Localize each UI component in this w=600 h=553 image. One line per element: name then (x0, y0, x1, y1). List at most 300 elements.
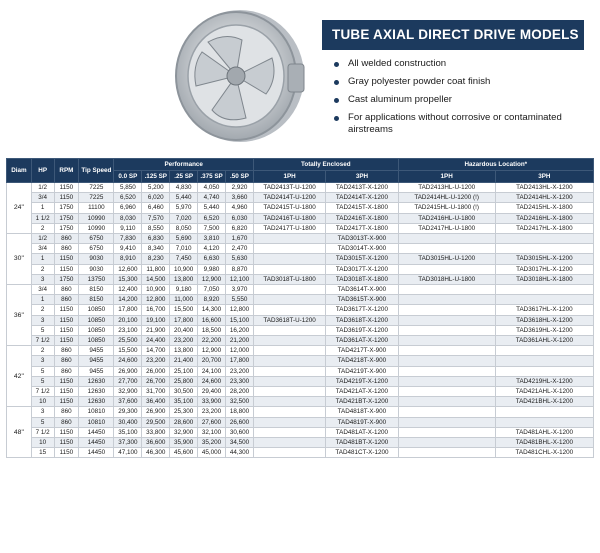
table-cell: 10,900 (142, 285, 170, 295)
table-cell: TAD481CHL-X-1200 (495, 448, 593, 458)
table-cell: 3,660 (226, 193, 254, 203)
table-cell: TAD421BT-X-1200 (326, 397, 398, 407)
table-cell: 31,700 (142, 387, 170, 397)
table-cell (398, 438, 495, 448)
table-cell: TAD4819T-X-900 (326, 417, 398, 427)
table-cell: 12,100 (226, 274, 254, 284)
table-cell: 8,230 (142, 254, 170, 264)
col-sp: .375 SP (198, 171, 226, 183)
table-cell (253, 264, 325, 274)
table-cell: TAD3615T-X-900 (326, 295, 398, 305)
table-cell: 36,400 (142, 397, 170, 407)
table-cell (253, 438, 325, 448)
table-row (7, 417, 594, 427)
table-cell: 8,550 (142, 223, 170, 233)
table-cell: 8,030 (114, 213, 142, 223)
page-title: TUBE AXIAL DIRECT DRIVE MODELS (322, 20, 584, 50)
table-cell: TAD2417HL-U-1800 (398, 223, 495, 233)
table-cell: TAD2416T-U-1800 (253, 213, 325, 223)
table-cell: TAD481CT-X-1200 (326, 448, 398, 458)
table-cell: 1150 (54, 438, 79, 448)
table-cell: 6,960 (114, 203, 142, 213)
table-cell (253, 234, 325, 244)
table-cell: 8,340 (142, 244, 170, 254)
table-cell: TAD4217T-X-900 (326, 346, 398, 356)
table-cell: TAD3018HL-U-1800 (398, 274, 495, 284)
table-cell: 12,800 (226, 305, 254, 315)
table-cell: 26,600 (226, 417, 254, 427)
table-row (7, 183, 594, 193)
table-cell: TAD2415T-U-1800 (253, 203, 325, 213)
col-diam: Diam (7, 159, 32, 183)
table-cell: 8150 (79, 295, 114, 305)
table-cell (398, 295, 495, 305)
table-cell: 5,970 (170, 203, 198, 213)
col-hazardous: Hazardous Location* (398, 159, 593, 171)
table-cell: 5 (31, 325, 54, 335)
table-cell: 33,900 (198, 397, 226, 407)
table-cell (398, 325, 495, 335)
table-cell: 10810 (79, 417, 114, 427)
table-cell: 24,600 (198, 376, 226, 386)
table-cell (253, 376, 325, 386)
table-cell (253, 356, 325, 366)
table-cell: 2 (31, 346, 54, 356)
table-cell: 9030 (79, 254, 114, 264)
table-cell: 9030 (79, 264, 114, 274)
table-cell: 9455 (79, 366, 114, 376)
table-cell: 30,600 (226, 427, 254, 437)
table-cell (495, 417, 593, 427)
table-cell: 16,200 (226, 325, 254, 335)
table-cell: 5,440 (170, 193, 198, 203)
table-cell (253, 448, 325, 458)
table-cell: 32,900 (114, 387, 142, 397)
table-cell: 6,460 (142, 203, 170, 213)
table-cell: TAD4219HL-X-1200 (495, 376, 593, 386)
feature-item: Cast aluminum propeller (334, 94, 584, 106)
diam-cell: 42" (7, 346, 32, 407)
table-cell: 860 (54, 244, 79, 254)
table-cell: 10990 (79, 223, 114, 233)
col-sp: .25 SP (170, 171, 198, 183)
table-row (7, 295, 594, 305)
table-cell: 7225 (79, 193, 114, 203)
table-row (7, 448, 594, 458)
table-cell (398, 244, 495, 254)
table-cell: TAD481AHL-X-1200 (495, 427, 593, 437)
table-cell: 6750 (79, 244, 114, 254)
table-cell (495, 407, 593, 417)
table-cell: TAD4218T-X-900 (326, 356, 398, 366)
table-cell: 1750 (54, 223, 79, 233)
table-cell: 20,700 (198, 356, 226, 366)
table-cell: TAD3018HL-X-1800 (495, 274, 593, 284)
table-cell: 860 (54, 407, 79, 417)
table-cell: 14450 (79, 448, 114, 458)
table-cell: TAD4219T-X-1200 (326, 376, 398, 386)
table-cell: 4,740 (198, 193, 226, 203)
table-cell: 34,500 (226, 438, 254, 448)
table-cell: 1/2 (31, 183, 54, 193)
table-cell: 13,800 (170, 346, 198, 356)
table-cell (495, 346, 593, 356)
table-cell: 45,600 (170, 448, 198, 458)
table-cell: 13,800 (170, 274, 198, 284)
table-cell (495, 356, 593, 366)
table-cell: 3 (31, 274, 54, 284)
table-cell: 10 (31, 438, 54, 448)
table-cell (398, 305, 495, 315)
table-cell (398, 427, 495, 437)
table-cell: 5 (31, 376, 54, 386)
table-cell: 27,600 (198, 417, 226, 427)
diam-cell: 30" (7, 234, 32, 285)
table-cell: 32,900 (170, 427, 198, 437)
table-cell: 21,200 (226, 336, 254, 346)
table-cell: 12,900 (198, 346, 226, 356)
table-cell: 14,700 (142, 346, 170, 356)
table-cell (253, 417, 325, 427)
table-cell (398, 346, 495, 356)
table-cell: 29,400 (198, 387, 226, 397)
table-cell: 23,100 (114, 325, 142, 335)
models-table (6, 158, 594, 458)
bullet-icon (334, 98, 339, 103)
table-cell: TAD3618T-X-1200 (326, 315, 398, 325)
table-row (7, 356, 594, 366)
table-cell: 3 (31, 356, 54, 366)
table-cell: TAD3017T-X-1200 (326, 264, 398, 274)
feature-panel (322, 20, 584, 152)
table-cell: 8,910 (114, 254, 142, 264)
table-cell: 1150 (54, 305, 79, 315)
table-cell (398, 356, 495, 366)
table-row (7, 254, 594, 264)
table-cell: TAD3614T-X-900 (326, 285, 398, 295)
table-cell: 15 (31, 448, 54, 458)
table-cell: 10990 (79, 213, 114, 223)
table-cell: 3,810 (198, 234, 226, 244)
table-cell (495, 244, 593, 254)
table-cell: 21,400 (170, 356, 198, 366)
table-cell: 7 1/2 (31, 427, 54, 437)
table-cell: 1150 (54, 193, 79, 203)
table-cell: 3 (31, 315, 54, 325)
col-hp: HP (31, 159, 54, 183)
table-cell: 860 (54, 285, 79, 295)
table-cell: TAD2415HL-U-1800 (!) (398, 203, 495, 213)
table-cell: 10850 (79, 336, 114, 346)
table-cell (398, 407, 495, 417)
table-cell: 47,100 (114, 448, 142, 458)
table-cell: 15,300 (114, 274, 142, 284)
table-cell (398, 315, 495, 325)
table-row (7, 264, 594, 274)
table-cell: 1150 (54, 336, 79, 346)
table-cell: 10850 (79, 305, 114, 315)
table-cell: 26,900 (142, 407, 170, 417)
table-row (7, 244, 594, 254)
feature-item: All welded construction (334, 58, 584, 70)
diam-cell: 36" (7, 285, 32, 346)
table-cell: 11100 (79, 203, 114, 213)
table-cell: 24,600 (114, 356, 142, 366)
table-cell (253, 325, 325, 335)
table-cell: 14450 (79, 427, 114, 437)
table-cell: 25,800 (170, 376, 198, 386)
table-cell: 37,300 (114, 438, 142, 448)
table-cell: 860 (54, 356, 79, 366)
table-cell (398, 397, 495, 407)
table-cell: 28,200 (226, 387, 254, 397)
table-cell: 7,450 (170, 254, 198, 264)
table-cell: 24,400 (142, 336, 170, 346)
table-cell: 17,800 (114, 305, 142, 315)
table-cell: 29,500 (142, 417, 170, 427)
table-cell: 32,100 (198, 427, 226, 437)
table-cell: 4,960 (226, 203, 254, 213)
table-cell: 3 (31, 407, 54, 417)
table-cell: 1150 (54, 325, 79, 335)
table-cell: 23,200 (170, 336, 198, 346)
col-te-3ph: 3PH (326, 171, 398, 183)
table-cell: 44,300 (226, 448, 254, 458)
table-cell: TAD2416HL-U-1800 (398, 213, 495, 223)
table-cell: 12,600 (114, 264, 142, 274)
table-cell: 5,550 (226, 295, 254, 305)
table-cell: TAD3619T-X-1200 (326, 325, 398, 335)
table-cell: 7,830 (114, 234, 142, 244)
table-cell: 5,690 (170, 234, 198, 244)
bullet-icon (334, 62, 339, 67)
table-cell (398, 285, 495, 295)
table-row (7, 193, 594, 203)
table-cell (398, 234, 495, 244)
table-cell: 1150 (54, 448, 79, 458)
table-cell: 4,050 (198, 183, 226, 193)
table-cell: 3/4 (31, 244, 54, 254)
table-cell: 2 (31, 264, 54, 274)
table-cell (495, 295, 593, 305)
table-cell: 12630 (79, 376, 114, 386)
table-cell: 1750 (54, 213, 79, 223)
table-cell: 7,050 (198, 285, 226, 295)
table-cell: 6,830 (142, 234, 170, 244)
bullet-icon (334, 80, 339, 85)
table-row (7, 397, 594, 407)
table-cell: 5,630 (226, 254, 254, 264)
table-cell: 7,570 (142, 213, 170, 223)
table-row (7, 285, 594, 295)
table-cell: 18,500 (198, 325, 226, 335)
table-cell: 1150 (54, 264, 79, 274)
diam-cell: 48" (7, 407, 32, 458)
table-cell: TAD3018T-X-1800 (326, 274, 398, 284)
table-cell: 26,000 (142, 366, 170, 376)
table-cell: TAD2414HL-U-1200 (!) (398, 193, 495, 203)
table-cell: 6,630 (198, 254, 226, 264)
table-cell: 5 (31, 366, 54, 376)
table-cell: TAD3618HL-X-1200 (495, 315, 593, 325)
table-cell (398, 376, 495, 386)
table-cell (253, 427, 325, 437)
table-cell: TAD481BHL-X-1200 (495, 438, 593, 448)
table-cell: TAD3015HL-X-1200 (495, 254, 593, 264)
table-cell: 1 1/2 (31, 213, 54, 223)
table-cell: 1150 (54, 397, 79, 407)
col-performance: Performance (114, 159, 254, 171)
table-cell: 860 (54, 295, 79, 305)
table-cell: 32,500 (226, 397, 254, 407)
col-hl-3ph: 3PH (495, 171, 593, 183)
table-cell (253, 346, 325, 356)
table-cell: 7225 (79, 183, 114, 193)
table-cell: 17,800 (226, 356, 254, 366)
col-tip-speed: Tip Speed (79, 159, 114, 183)
table-cell: TAD3014T-X-900 (326, 244, 398, 254)
table-cell (253, 295, 325, 305)
table-cell: TAD481AT-X-1200 (326, 427, 398, 437)
table-cell: 16,700 (142, 305, 170, 315)
col-sp: .50 SP (226, 171, 254, 183)
table-cell: TAD361AHL-X-1200 (495, 336, 593, 346)
table-cell: TAD3015T-X-1200 (326, 254, 398, 264)
table-cell: 12630 (79, 387, 114, 397)
table-cell: 14,200 (114, 295, 142, 305)
col-rpm: RPM (54, 159, 79, 183)
table-cell: 35,100 (170, 397, 198, 407)
table-cell: 9455 (79, 346, 114, 356)
table-cell: 15,500 (170, 305, 198, 315)
table-cell: 2,470 (226, 244, 254, 254)
table-cell: TAD421AT-X-1200 (326, 387, 398, 397)
table-cell: 35,100 (114, 427, 142, 437)
table-cell: TAD2416HL-X-1800 (495, 213, 593, 223)
table-cell: 1150 (54, 183, 79, 193)
table-cell (495, 366, 593, 376)
table-cell: 12,400 (114, 285, 142, 295)
table-cell: 6,520 (198, 213, 226, 223)
table-cell: 3,970 (226, 285, 254, 295)
bullet-icon (334, 116, 339, 121)
table-cell: 5,200 (142, 183, 170, 193)
diam-cell: 24" (7, 183, 32, 234)
table-cell: 1 (31, 254, 54, 264)
table-cell: 22,200 (198, 336, 226, 346)
table-row (7, 407, 594, 417)
table-cell (495, 234, 593, 244)
table-row (7, 274, 594, 284)
table-cell (253, 254, 325, 264)
table-cell: 5,850 (114, 183, 142, 193)
table-cell: 27,700 (114, 376, 142, 386)
col-te-1ph: 1PH (253, 171, 325, 183)
table-cell: TAD2414T-U-1200 (253, 193, 325, 203)
table-cell: 46,300 (142, 448, 170, 458)
table-cell: 1 (31, 203, 54, 213)
table-cell: TAD4219T-X-900 (326, 366, 398, 376)
col-sp: 0.0 SP (114, 171, 142, 183)
table-cell (253, 285, 325, 295)
feature-list (322, 50, 584, 136)
table-cell: 9,180 (170, 285, 198, 295)
table-cell: 35,200 (198, 438, 226, 448)
table-cell: 23,200 (226, 366, 254, 376)
table-cell: 1150 (54, 254, 79, 264)
table-body (7, 183, 594, 458)
col-hl-1ph: 1PH (398, 171, 495, 183)
table-cell: 5 (31, 417, 54, 427)
table-cell: 11,000 (170, 295, 198, 305)
table-cell: 15,100 (226, 315, 254, 325)
table-cell: 2 (31, 223, 54, 233)
table-cell (253, 397, 325, 407)
table-cell: 9455 (79, 356, 114, 366)
table-cell: 860 (54, 417, 79, 427)
table-cell: 860 (54, 346, 79, 356)
tube-axial-fan-image (168, 6, 308, 146)
table-cell: 26,900 (114, 366, 142, 376)
table-cell: 20,100 (114, 315, 142, 325)
table-row (7, 234, 594, 244)
table-cell: 8,870 (226, 264, 254, 274)
table-cell: TAD421BHL-X-1200 (495, 397, 593, 407)
table-cell: 20,400 (170, 325, 198, 335)
table-cell (253, 305, 325, 315)
table-cell (398, 448, 495, 458)
table-cell: 28,600 (170, 417, 198, 427)
table-cell: 35,900 (170, 438, 198, 448)
table-cell: 37,600 (114, 397, 142, 407)
table-cell: 25,300 (170, 407, 198, 417)
table-row (7, 376, 594, 386)
table-cell: 25,100 (170, 366, 198, 376)
table-cell: TAD481BT-X-1200 (326, 438, 398, 448)
table-cell: TAD3619HL-X-1200 (495, 325, 593, 335)
table-cell: 12,900 (198, 274, 226, 284)
table-cell (253, 407, 325, 417)
table-cell: 7,020 (170, 213, 198, 223)
table-row (7, 223, 594, 233)
table-cell: TAD421AHL-X-1200 (495, 387, 593, 397)
table-cell: 4,120 (198, 244, 226, 254)
table-cell: TAD3013T-X-900 (326, 234, 398, 244)
table-cell: 6,820 (226, 223, 254, 233)
table-cell: 1750 (54, 274, 79, 284)
table-cell: 8,050 (170, 223, 198, 233)
table-cell: TAD2415T-X-1800 (326, 203, 398, 213)
table-cell (253, 244, 325, 254)
table-cell: 4,830 (170, 183, 198, 193)
table-cell (398, 264, 495, 274)
table-row (7, 438, 594, 448)
table-cell: 6,020 (142, 193, 170, 203)
table-cell (253, 387, 325, 397)
table-cell: 1150 (54, 387, 79, 397)
table-cell: TAD2417HL-X-1800 (495, 223, 593, 233)
table-cell: 1/2 (31, 234, 54, 244)
table-cell: 12,000 (226, 346, 254, 356)
table-cell: 15,500 (114, 346, 142, 356)
table-row (7, 427, 594, 437)
table-cell: 26,700 (142, 376, 170, 386)
feature-item: For applications without corrosive or contaminated airstreams (334, 112, 584, 136)
table-cell: TAD3617HL-X-1200 (495, 305, 593, 315)
table-row (7, 203, 594, 213)
table-cell: 30,500 (170, 387, 198, 397)
table-cell: TAD3018T-U-1800 (253, 274, 325, 284)
